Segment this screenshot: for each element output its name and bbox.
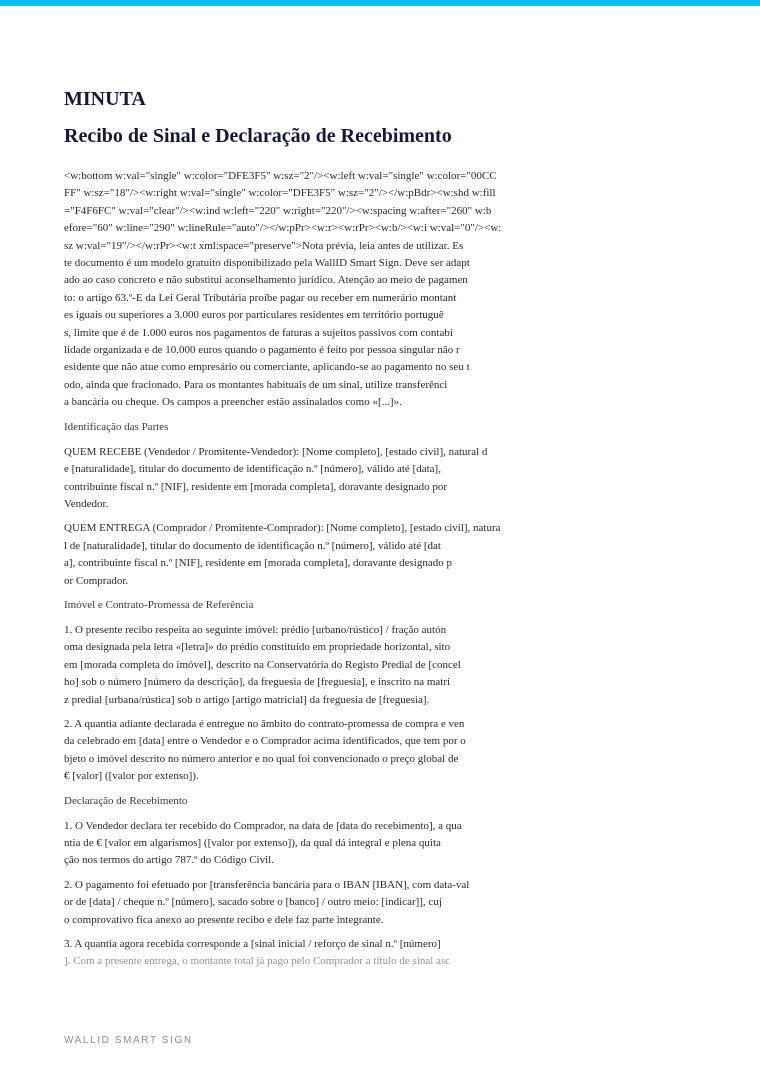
text-line: odo, ainda que fracionado. Para os montantes habituais de um sinal, utilize transferênci <box>64 378 448 391</box>
footer-brand: WALLID SMART SIGN <box>64 1035 193 1046</box>
text-line: a bancária ou cheque. Os campos a preencher estão assinalados como «[...]». <box>64 396 402 409</box>
text-line: es iguais ou superiores a 3.000 euros por particulares residentes em território portuguê <box>64 309 444 322</box>
text-line: or de [data] / cheque n.º [número], sacado sobre o [banco] / outro meio: [indicar]], cuj <box>64 896 442 909</box>
text-line: ado ao caso concreto e não substitui aconselhamento jurídico. Atenção ao meio de pagamen <box>64 274 468 287</box>
text-line: o comprovativo fica anexo ao presente recibo e dele faz parte integrante. <box>64 913 384 926</box>
text-line-faded: ]. Com a presente entrega, o montante total já pago pelo Comprador a título de sinal asc <box>64 955 451 968</box>
text-line: z predial [urbana/rústica] sob o artigo [artigo matricial] da freguesia de [freguesia]. <box>64 693 430 706</box>
text-line: e [naturalidade], titular do documento de identificação n.º [número], válido até [data], <box>64 463 441 476</box>
text-line: 2. O pagamento foi efetuado por [transferência bancária para o IBAN [IBAN], com data-val <box>64 878 470 891</box>
section-heading-receipt: Declaração de Recebimento <box>64 794 188 807</box>
text-line: ="F4F6FC" w:val="clear"/><w:ind w:left="220" w:right="220"/><w:spacing w:after="260" w:b <box>64 204 492 217</box>
text-line: bjeto o imóvel descrito no número anterior e no qual foi convencionado o preço global de <box>64 752 459 765</box>
text-line: lidade organizada e de 10.000 euros quando o pagamento é feito por pessoa singular não r <box>64 344 460 357</box>
receipt-clause-2 <box>64 877 554 929</box>
receiver-paragraph <box>64 444 554 514</box>
text-line: ntia de € [valor em algarismos] ([valor por extenso]), da qual dá integral e plena quita <box>64 837 441 849</box>
section-heading-property: Imóvel e Contrato-Promessa de Referência <box>64 598 254 611</box>
text-line: s, limite que é de 1.000 euros nos pagamentos de faturas a sujeitos passivos com contabi <box>64 326 453 339</box>
property-clause-2 <box>64 716 554 786</box>
text-line: sz w:val="19"/></w:rPr><w:t xml:space="preserve">Nota prévia, leia antes de utilizar. Es <box>64 239 464 252</box>
text-line: l de [naturalidade], titular do documento de identificação n.º [número], válido até [dat <box>64 539 441 552</box>
property-clause-1 <box>64 622 554 709</box>
payer-paragraph <box>64 520 554 590</box>
text-line: QUEM ENTREGA (Comprador / Promitente-Comprador): [Nome completo], [estado civil], natura <box>64 522 501 535</box>
text-line: Vendedor. <box>64 497 109 510</box>
text-line: 1. O presente recibo respeita ao seguinte imóvel: prédio [urbano/rústico] / fração autón <box>64 623 447 636</box>
text-line: da celebrado em [data] entre o Vendedor e o Comprador acima identificados, que tem por o <box>64 735 466 748</box>
text-line: or Comprador. <box>64 574 129 587</box>
text-line: contribuinte fiscal n.º [NIF], residente em [morada completa], doravante designado por <box>64 480 448 493</box>
section-heading-parties: Identificação das Partes <box>64 420 169 433</box>
text-line: esidente que não atue como empresário ou comerciante, aplicando-se ao pagamento no seu t <box>64 361 470 374</box>
text-line: te documento é um modelo gratuito disponibilizado pela WallID Smart Sign. Deve ser adapt <box>64 257 470 270</box>
document-label: MINUTA <box>64 88 146 110</box>
text-line: 2. A quantia adiante declarada é entregue no âmbito do contrato-promessa de compra e ven <box>64 717 465 730</box>
text-line: 1. O Vendedor declara ter recebido do Comprador, na data de [data do recebimento], a qua <box>64 819 462 832</box>
intro-paragraph <box>64 168 554 412</box>
text-line: FF" w:sz="18"/><w:right w:val="single" w:color="DFE3F5" w:sz="2"/></w:pBdr><w:shd w:fill <box>64 187 496 200</box>
document-body <box>64 86 554 978</box>
text-line: ção nos termos do artigo 787.º do Código Civil. <box>64 854 274 867</box>
text-line: QUEM RECEBE (Vendedor / Promitente-Vendedor): [Nome completo], [estado civil], natural d <box>64 445 488 458</box>
text-line: € [valor] ([valor por extenso]). <box>64 770 199 783</box>
text-line: ho] sob o número [número da descrição], da freguesia de [freguesia], e inscrito na matri <box>64 676 451 689</box>
receipt-clause-3 <box>64 936 554 971</box>
text-line: efore="60" w:line="290" w:lineRule="auto"/></w:pPr><w:r><w:rPr><w:b/><w:i w:val="0"/><w: <box>64 222 502 235</box>
text-line: to: o artigo 63.º-E da Lei Geral Tributária proíbe pagar ou receber em numerário montant <box>64 291 457 304</box>
text-line: a], contribuinte fiscal n.º [NIF], residente em [morada completa], doravante designado p <box>64 557 452 570</box>
text-line: em [morada completa do imóvel], descrito na Conservatória do Registo Predial de [concel <box>64 658 461 671</box>
top-accent-bar <box>0 0 760 6</box>
text-line: oma designada pela letra «[letra]» do prédio constituído em propriedade horizontal, sito <box>64 641 451 654</box>
text-line: 3. A quantia agora recebida corresponde a [sinal inicial / reforço de sinal n.º [número] <box>64 938 441 951</box>
text-line: <w:bottom w:val="single" w:color="DFE3F5" w:sz="2"/><w:left w:val="single" w:color="00CC <box>64 170 497 182</box>
receipt-clause-1 <box>64 818 554 870</box>
document-title: Recibo de Sinal e Declaração de Recebimento <box>64 125 452 147</box>
